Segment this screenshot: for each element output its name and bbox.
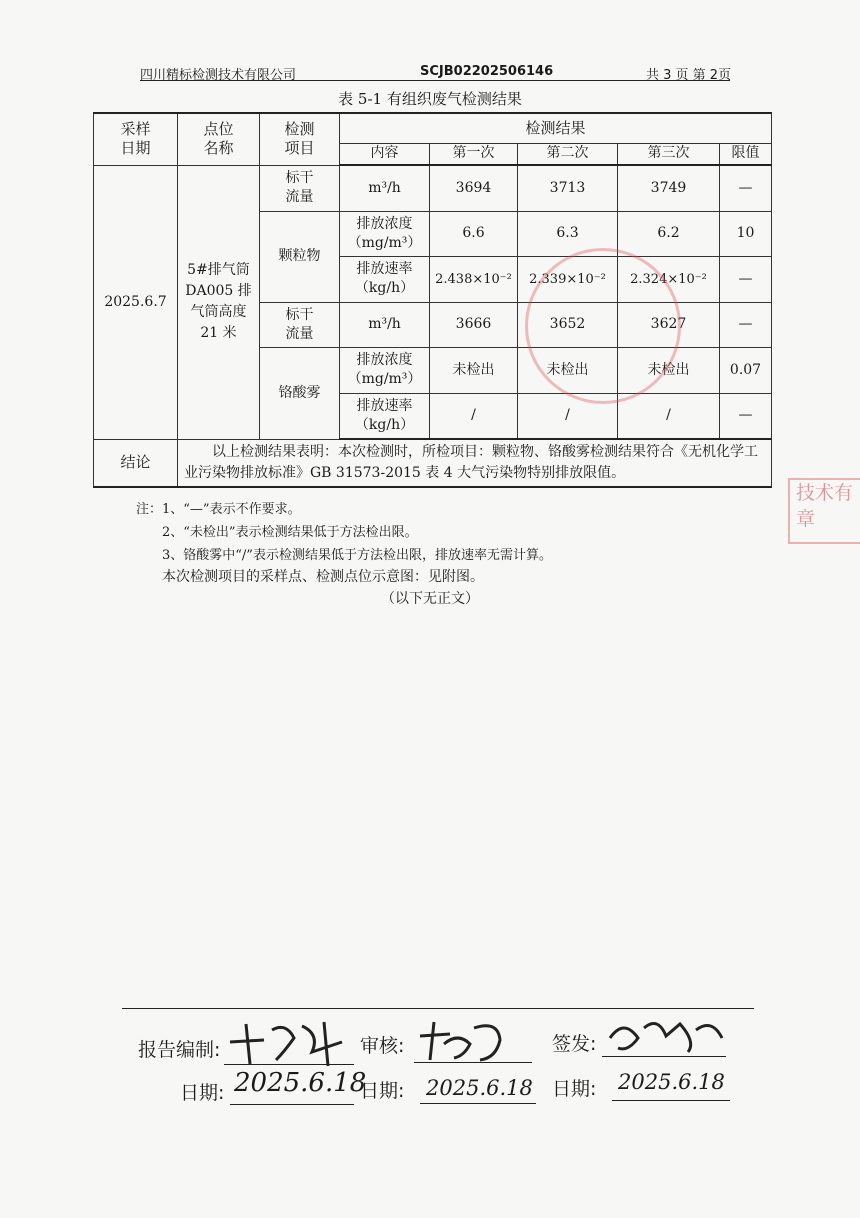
conclusion-label: 结论 (94, 439, 178, 487)
value-cell: 3627 (618, 302, 720, 347)
header-run2: 第二次 (518, 143, 618, 165)
conclusion-text: 以上检测结果表明：本次检测时，所检项目：颗粒物、铬酸雾检测结果符合《无机化学工业污染物排放标准》GB 31573-2015 表 4 大气污染物特别排放限值。 (178, 439, 772, 487)
value-cell: 3652 (518, 302, 618, 347)
company-name: 四川精标检测技术有限公司 (140, 68, 297, 83)
value-cell: 2.438×10⁻² (430, 256, 518, 302)
reviewer-date: 2025.6.18 (426, 1076, 533, 1100)
content-cell: m³/h (340, 165, 430, 211)
issuer-date-label: 日期: (552, 1078, 597, 1100)
header-point-name: 点位 名称 (178, 113, 260, 165)
conclusion-row (94, 439, 772, 487)
table-title: 表 5-1 有组织废气检测结果 (338, 90, 522, 108)
reviewer-date-label: 日期: (360, 1080, 405, 1102)
value-cell: 未检出 (430, 347, 518, 393)
item-cell: 铬酸雾 (260, 347, 340, 439)
header-rule (140, 80, 730, 81)
value-cell: 6.2 (618, 211, 720, 256)
compiler-date-line (230, 1104, 354, 1105)
value-cell: 3694 (430, 165, 518, 211)
content-cell: 排放浓度 （mg/m³） (340, 211, 430, 256)
note-1: 注：1、“—”表示不作要求。 (136, 502, 301, 517)
header-item: 检测 项目 (260, 113, 340, 165)
flow-label-cell: 标干 流量 (260, 165, 340, 211)
value-cell: / (618, 393, 720, 439)
limit-cell: — (720, 256, 772, 302)
reviewer-line (414, 1062, 532, 1063)
issuer-signature (600, 1008, 730, 1058)
header-results: 检测结果 (340, 113, 772, 143)
point-name-cell: 5#排气筒 DA005 排 气筒高度 21 米 (178, 165, 260, 439)
note-2: 2、“未检出”表示检测结果低于方法检出限。 (162, 525, 418, 540)
value-cell: 6.3 (518, 211, 618, 256)
limit-cell: 10 (720, 211, 772, 256)
content-cell: 排放浓度 （mg/m³） (340, 347, 430, 393)
issuer-line (602, 1056, 726, 1057)
issuer-date: 2025.6.18 (618, 1070, 725, 1094)
edge-seal: 技术有 章 (788, 478, 860, 544)
compiler-line (224, 1064, 354, 1065)
official-stamp (525, 248, 681, 404)
header-run3: 第三次 (618, 143, 720, 165)
header-run1: 第一次 (430, 143, 518, 165)
limit-cell: — (720, 165, 772, 211)
value-cell: / (430, 393, 518, 439)
reviewer-label: 审核: (360, 1035, 405, 1057)
value-cell: 未检出 (618, 347, 720, 393)
value-cell: 6.6 (430, 211, 518, 256)
header-sample-date: 采样 日期 (94, 113, 178, 165)
issuer-label: 签发: (552, 1033, 597, 1055)
value-cell: / (518, 393, 618, 439)
note-4: 本次检测项目的采样点、检测点位示意图：见附图。 (162, 569, 484, 585)
limit-cell: — (720, 302, 772, 347)
header-limit: 限值 (720, 143, 772, 165)
content-cell: 排放速率 （kg/h） (340, 393, 430, 439)
header-content: 内容 (340, 143, 430, 165)
value-cell: 2.339×10⁻² (518, 256, 618, 302)
table-row (94, 165, 772, 211)
compiler-label: 报告编制: (138, 1039, 221, 1061)
report-number: SCJB02202506146 (420, 64, 554, 79)
value-cell: 2.324×10⁻² (618, 256, 720, 302)
end-of-text: （以下无正文） (381, 591, 479, 607)
compiler-signature (224, 1012, 354, 1068)
reviewer-signature (414, 1014, 524, 1064)
content-cell: m³/h (340, 302, 430, 347)
compiler-date: 2025.6.18 (234, 1068, 367, 1098)
limit-cell: — (720, 393, 772, 439)
value-cell: 未检出 (518, 347, 618, 393)
sample-date-cell: 2025.6.7 (94, 165, 178, 439)
flow-label-cell: 标干 流量 (260, 302, 340, 347)
content-cell: 排放速率 （kg/h） (340, 256, 430, 302)
compiler-date-label: 日期: (180, 1082, 225, 1104)
value-cell: 3749 (618, 165, 720, 211)
value-cell: 3713 (518, 165, 618, 211)
item-cell: 颗粒物 (260, 211, 340, 302)
page-info: 共 3 页 第 2页 (646, 68, 732, 83)
issuer-date-line (612, 1100, 730, 1101)
reviewer-date-line (420, 1103, 536, 1104)
value-cell: 3666 (430, 302, 518, 347)
note-3: 3、铬酸雾中“/”表示检测结果低于方法检出限，排放速率无需计算。 (162, 548, 552, 563)
limit-cell: 0.07 (720, 347, 772, 393)
